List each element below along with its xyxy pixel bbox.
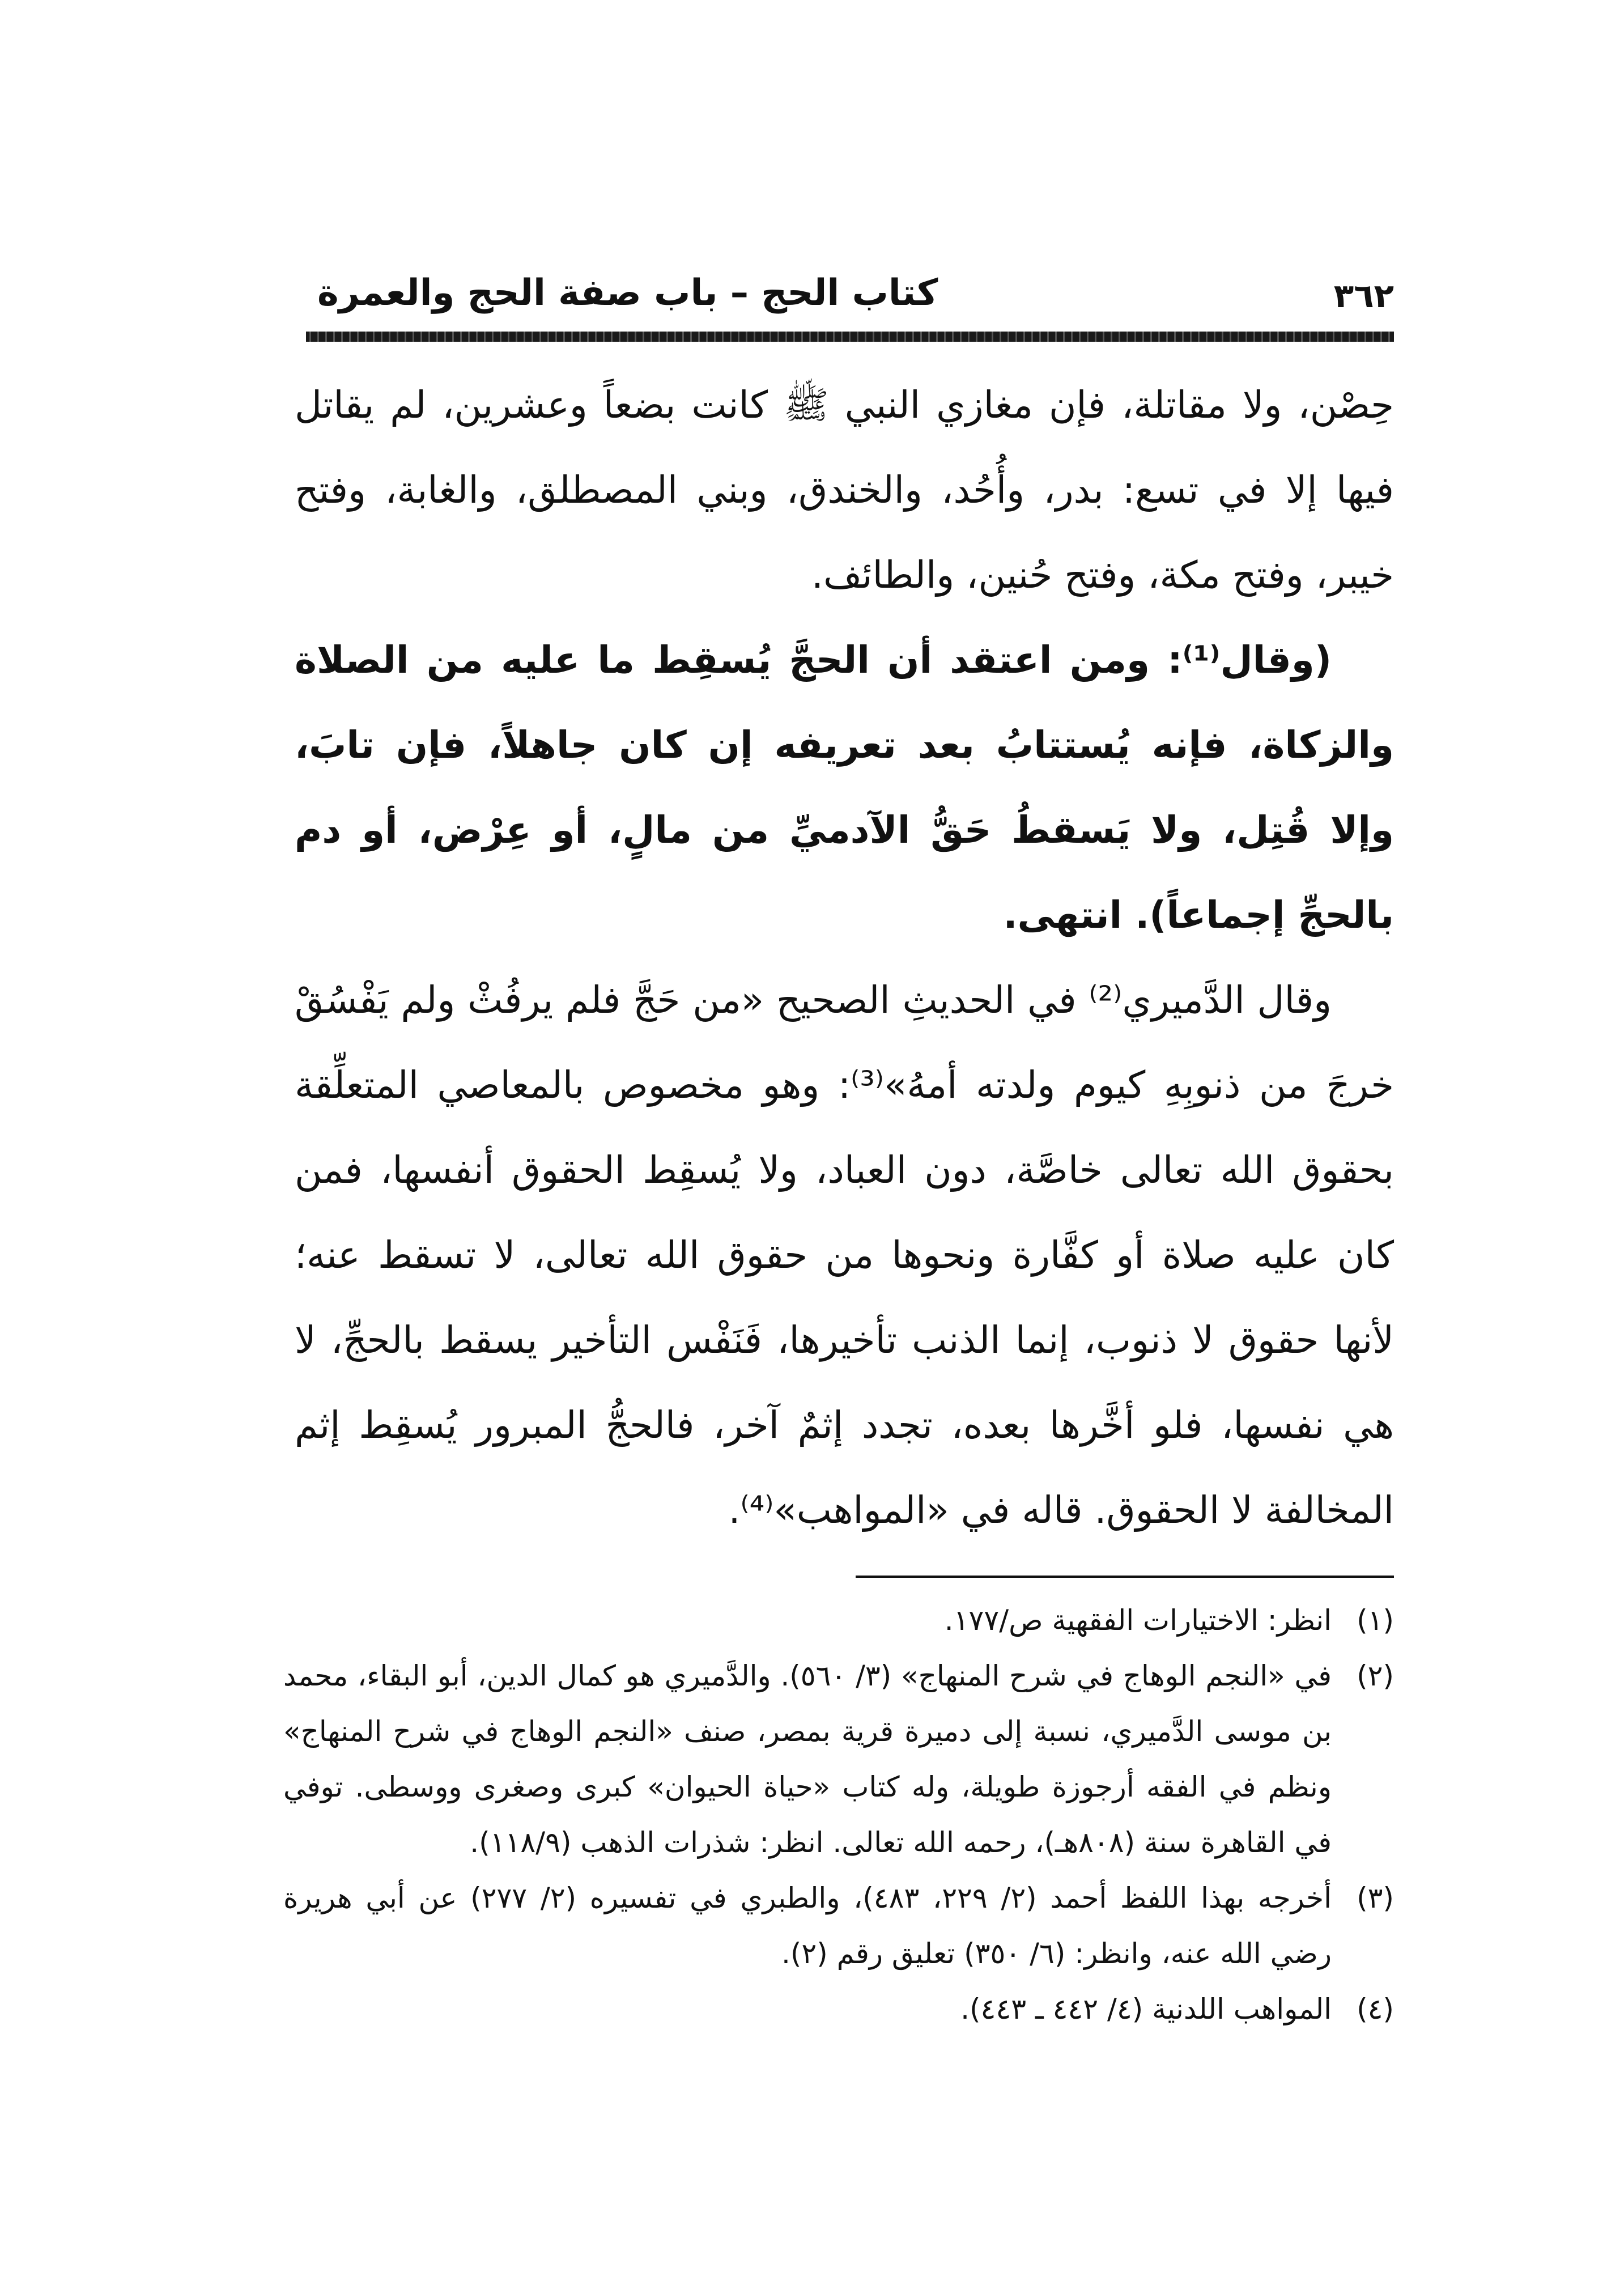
footnote-separator [856, 1576, 1394, 1578]
paragraph-2-quote: (وقال⁽¹⁾: ومن اعتقد أن الحجَّ يُسقِط ما عليه من الصلاة والزكاة، فإنه يُستتابُ بعد تعريفه إن كان جاهلاً، فإن تابَ، وإلا قُتِل، ولا يَسقطُ حَقُّ الآدميِّ من مالٍ، أو عِرْض، أو دم بالحجِّ إجماعاً). انتهى. [295, 638, 1394, 937]
footnote-4 [283, 1981, 1394, 2037]
page-number: ٣٦٢ [1333, 277, 1394, 315]
footnote-text: المواهب اللدنية (٤/ ٤٤٢ ـ ٤٤٣). [960, 1993, 1332, 2026]
page-header [306, 266, 1394, 329]
paragraph-1: حِصْن، ولا مقاتلة، فإن مغازي النبي ﷺ كانت بضعاً وعشرين، لم يقاتل فيها إلا في تسع: بدر، وأُحُد، والخندق، وبني المصطلق، والغابة، وفتح خيبر، وفتح مكة، وفتح حُنين، والطائف. [295, 383, 1394, 597]
footnote-number: (٣) [1357, 1882, 1394, 1914]
main-text [295, 363, 1394, 1553]
footnote-1 [283, 1593, 1394, 1648]
footnote-number: (١) [1357, 1604, 1394, 1637]
footnotes [283, 1593, 1394, 2037]
header-rule [306, 332, 1394, 342]
footnote-2 [283, 1648, 1394, 1870]
footnote-number: (٢) [1357, 1659, 1394, 1692]
running-title: كتاب الحج – باب صفة الحج والعمرة [317, 272, 938, 314]
footnote-text: أخرجه بهذا اللفظ أحمد (٢/ ٢٢٩، ٤٨٣)، والطبري في تفسيره (٢/ ٢٧٧) عن أبي هريرة رضي الله عنه، وانظر: (٦/ ٣٥٠) تعليق رقم (٢). [283, 1882, 1332, 1970]
paragraph-3: وقال الدَّميري⁽²⁾ في الحديثِ الصحيح «من حَجَّ فلم يرفُثْ ولم يَفْسُقْ خرجَ من ذنوبِهِ كيوم ولدته أمهُ»⁽³⁾: وهو مخصوص بالمعاصي المتعلِّقة بحقوق الله تعالى خاصَّة، دون العباد، ولا يُسقِط الحقوق أنفسها، فمن كان عليه صلاة أو كفَّارة ونحوها من حقوق الله تعالى، لا تسقط عنه؛ لأنها حقوق لا ذنوب، إنما الذنب تأخيرها، فَنَفْس التأخير يسقط بالحجِّ، لا هي نفسها، فلو أخَّرها بعده، تجدد إثمٌ آخر، فالحجُّ المبرور يُسقِط إثم المخالفة لا الحقوق. قاله في «المواهب»⁽⁴⁾. [295, 978, 1394, 1532]
footnote-3 [283, 1870, 1394, 1981]
footnote-number: (٤) [1357, 1993, 1394, 2026]
footnote-text: انظر: الاختيارات الفقهية ص/١٧٧. [944, 1604, 1332, 1637]
footnote-text: في «النجم الوهاج في شرح المنهاج» (٣/ ٥٦٠). والدَّميري هو كمال الدين، أبو البقاء، محمد بن موسى الدَّميري، نسبة إلى دميرة قرية بمصر، صنف «النجم الوهاج في شرح المنهاج» ونظم في الفقه أرجوزة طويلة، وله كتاب «حياة الحيوان» كبرى وصغرى ووسطى. توفي في القاهرة سنة (٨٠٨هـ)، رحمه الله تعالى. انظر: شذرات الذهب (١١٨/٩). [283, 1659, 1332, 1859]
